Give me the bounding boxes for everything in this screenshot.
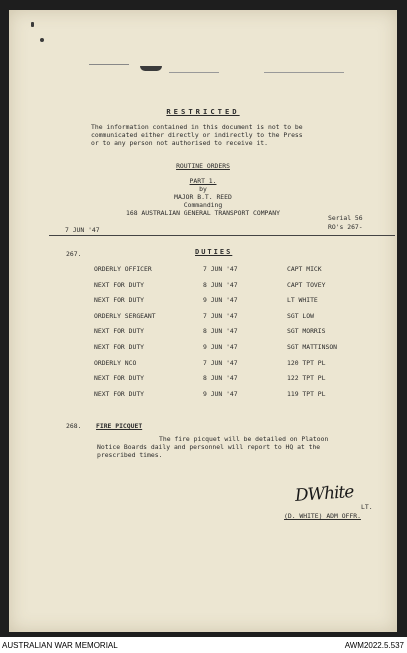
paragraph-line: Notice Boards daily and personnel will report to HQ at the: [97, 443, 321, 451]
notice-line: communicated either directly or indirectly to the Press: [91, 131, 303, 139]
smudge-line: [264, 72, 344, 73]
notice-line: The information contained in this document is not to be: [91, 123, 303, 131]
duty-date: 8 JUN '47: [203, 280, 238, 289]
duty-date: 9 JUN '47: [203, 296, 238, 305]
paragraph-line: The fire picquet will be detailed on Platoon: [159, 435, 329, 443]
ink-mark: [40, 38, 44, 42]
classification-heading: RESTRICTED: [166, 107, 240, 116]
paragraph-line: prescribed times.: [97, 451, 163, 459]
duty-date: 9 JUN '47: [203, 343, 238, 351]
duty-role: ORDERLY NCO: [94, 358, 137, 367]
footer-institution: AUSTRALIAN WAR MEMORIAL: [2, 641, 118, 650]
duty-date: 7 JUN '47: [203, 265, 238, 273]
officer-name: MAJOR B.T. REED: [174, 193, 232, 201]
smudge-line: [89, 64, 129, 65]
ro-numbers: RO's 267-: [328, 223, 363, 231]
by-label: by: [199, 185, 207, 193]
issue-date: 7 JUN '47: [65, 226, 100, 234]
signatory-name: (D. WHITE) ADM OFFR.: [284, 512, 361, 520]
staple-mark: [140, 66, 162, 71]
routine-orders-title: ROUTINE ORDERS: [176, 162, 230, 170]
unit-name: 168 AUSTRALIAN GENERAL TRANSPORT COMPANY: [126, 209, 280, 217]
duty-assignee: SGT LOW: [287, 311, 314, 320]
commanding-label: Commanding: [183, 201, 223, 209]
serial-number: Serial 56: [328, 214, 363, 222]
footer-accession: AWM2022.5.537: [344, 641, 404, 650]
part-label: PART 1.: [189, 177, 217, 185]
handwritten-signature: DWhite: [294, 481, 355, 507]
duty-role: NEXT FOR DUTY: [94, 296, 145, 305]
duty-role: NEXT FOR DUTY: [94, 280, 145, 289]
duty-assignee: 120 TPT PL: [287, 358, 326, 367]
document-page: [9, 10, 397, 632]
duty-date: 9 JUN '47: [203, 389, 238, 398]
divider-line: [49, 235, 395, 236]
notice-line: or to any person not authorised to receive it.: [91, 139, 268, 147]
duty-assignee: 122 TPT PL: [287, 374, 326, 383]
duty-assignee: CAPT TOVEY: [287, 280, 326, 289]
duty-role: ORDERLY SERGEANT: [94, 311, 156, 320]
duty-assignee: 119 TPT PL: [287, 389, 326, 398]
smudge-line: [169, 72, 219, 73]
section-number: 268.: [66, 422, 82, 430]
archive-footer: [0, 637, 407, 653]
duty-role: NEXT FOR DUTY: [94, 389, 145, 398]
duty-role: NEXT FOR DUTY: [94, 374, 145, 383]
duty-role: ORDERLY OFFICER: [94, 265, 152, 273]
duty-date: 7 JUN '47: [203, 358, 238, 367]
signatory-rank: LT.: [361, 503, 373, 511]
duty-assignee: SGT MORRIS: [287, 327, 326, 336]
duty-assignee: LT WHITE: [287, 296, 318, 305]
duty-role: NEXT FOR DUTY: [94, 327, 145, 336]
duty-date: 8 JUN '47: [203, 374, 238, 383]
ink-mark: [31, 22, 34, 27]
section-number: 267.: [66, 250, 82, 258]
duty-date: 7 JUN '47: [203, 311, 238, 320]
duty-assignee: CAPT MICK: [287, 265, 322, 273]
duty-date: 8 JUN '47: [203, 327, 238, 336]
duty-role: NEXT FOR DUTY: [94, 343, 145, 351]
section-heading: FIRE PICQUET: [96, 422, 143, 430]
section-heading: DUTIES: [195, 248, 233, 256]
duty-assignee: SGT MATTINSON: [287, 343, 338, 351]
